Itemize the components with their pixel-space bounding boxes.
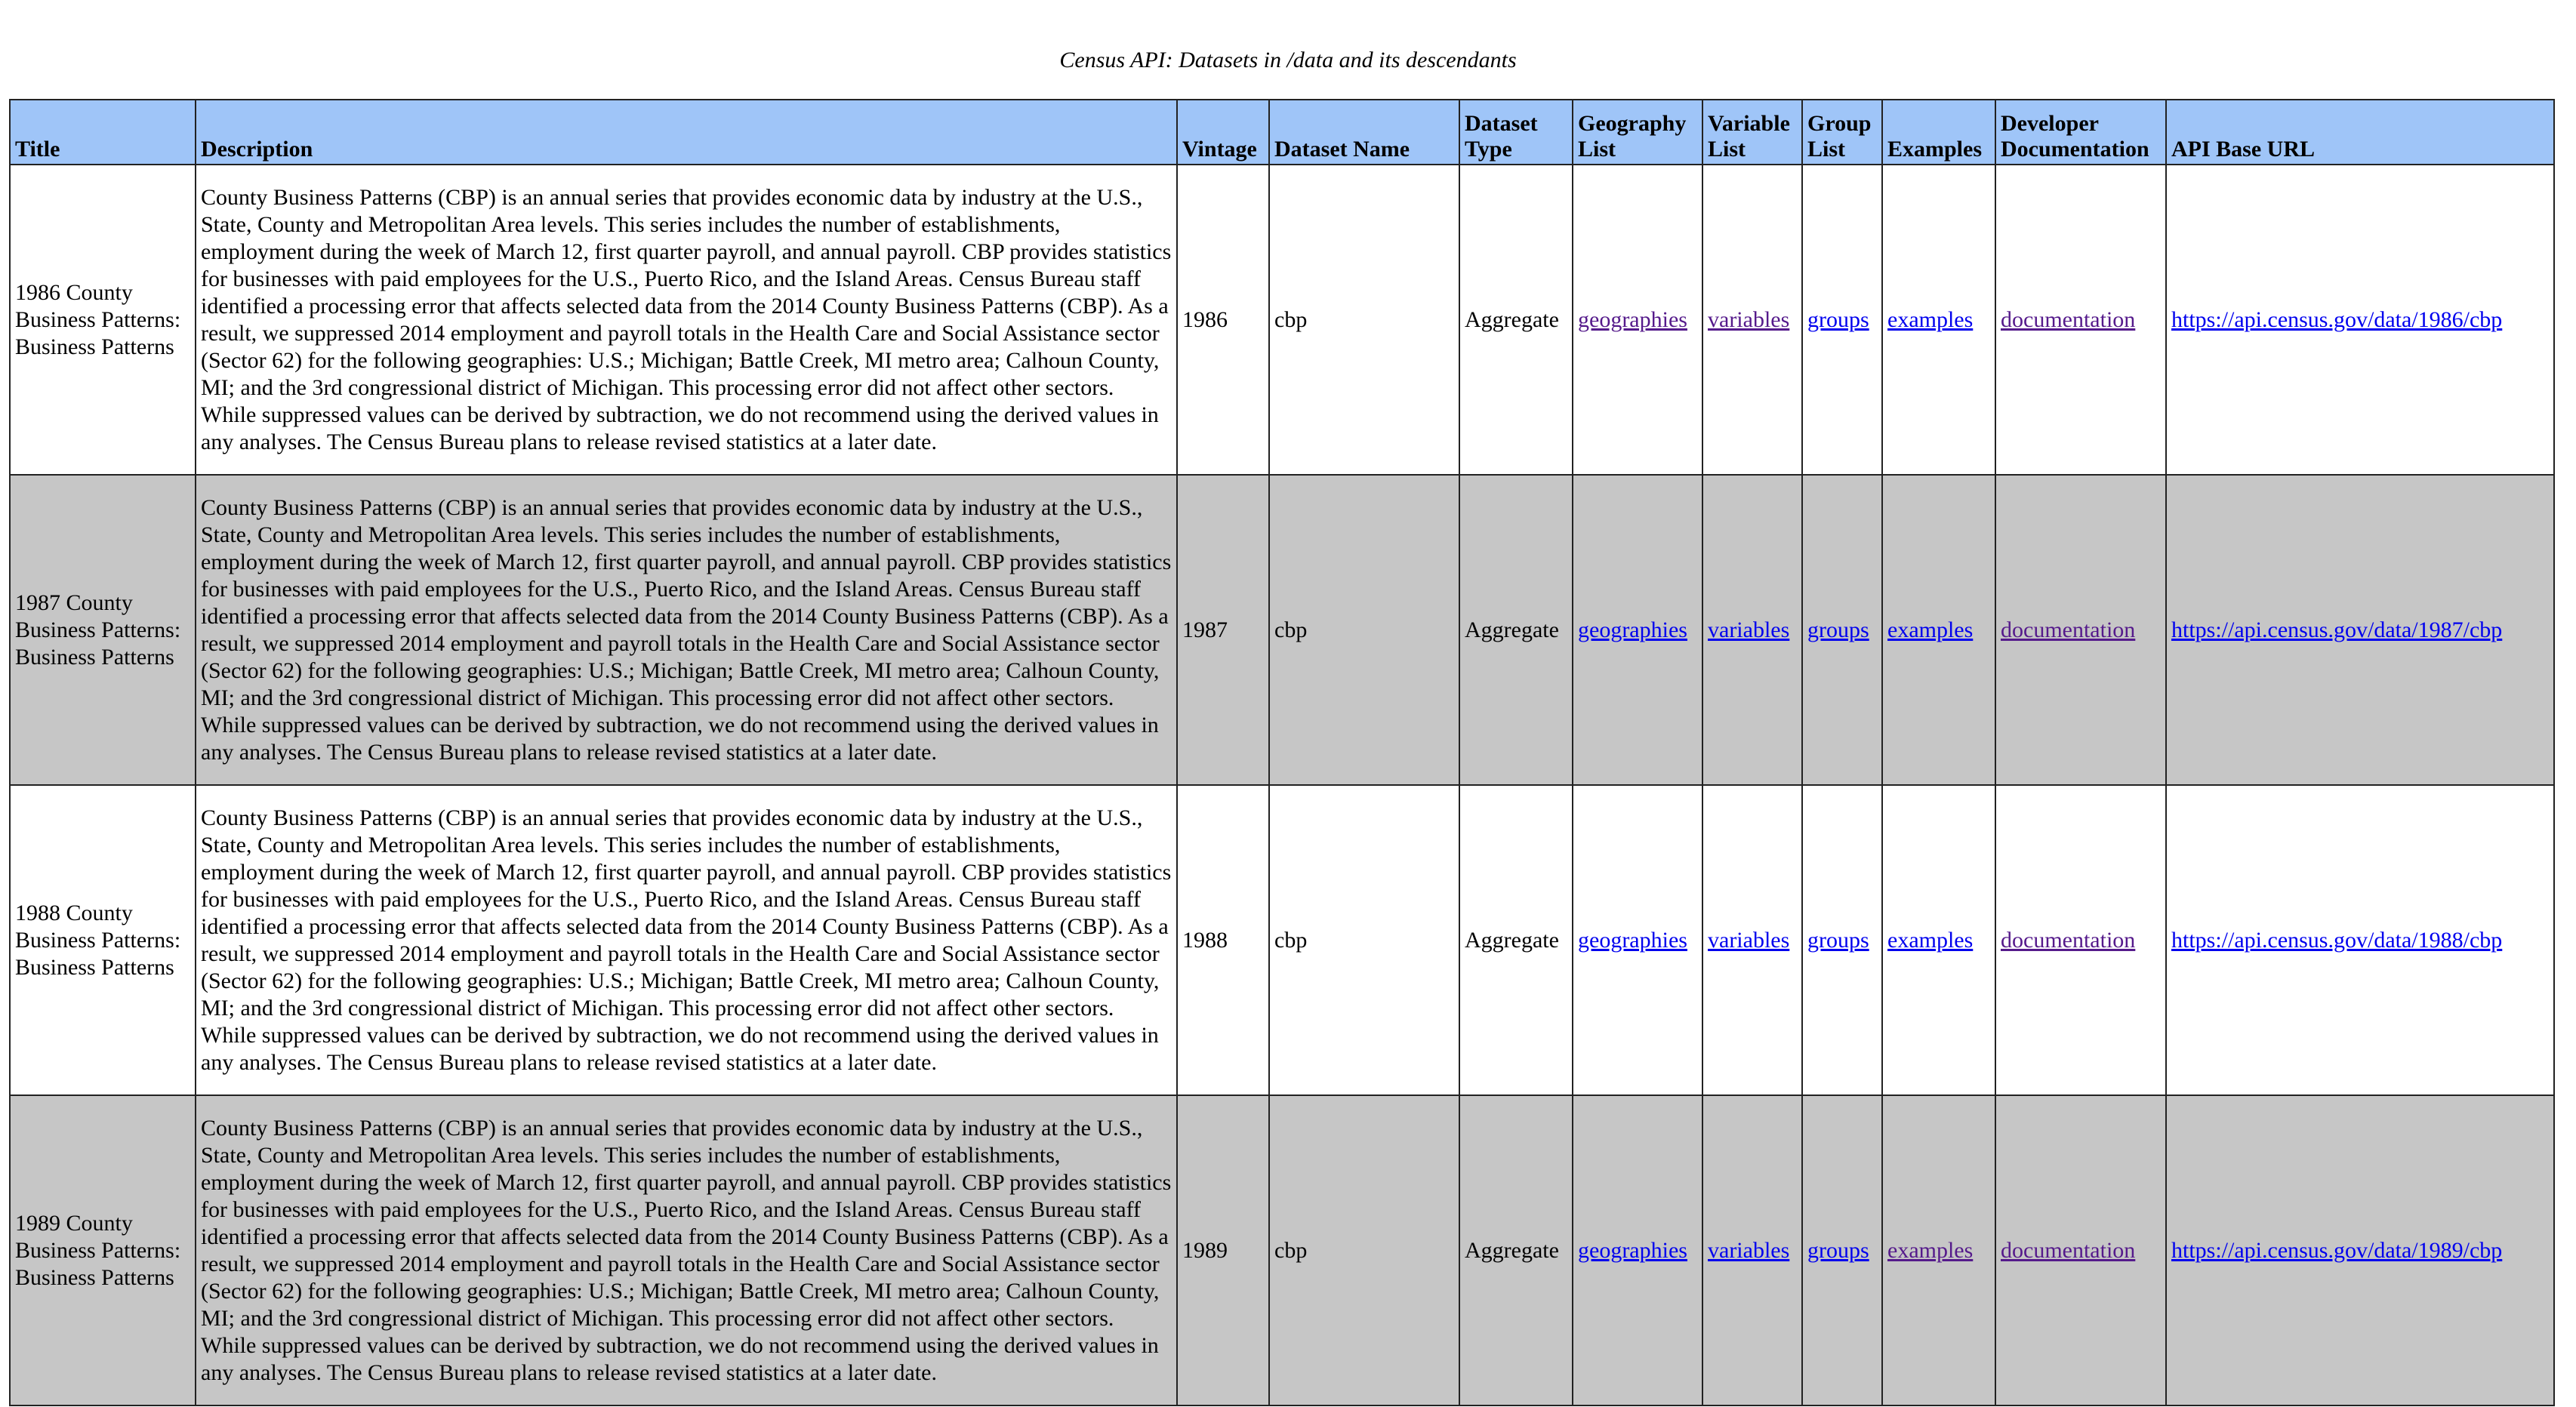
header-description: Description [196, 100, 1177, 165]
variables-link[interactable]: variables [1708, 306, 1790, 332]
row-geography-cell [1573, 785, 1702, 1095]
row-dataset-name: cbp [1269, 475, 1459, 785]
api-base-url-link[interactable]: https://api.census.gov/data/1987/cbp [2171, 617, 2503, 642]
header-geography-list: Geography List [1573, 100, 1702, 165]
geographies-link[interactable]: geographies [1578, 1237, 1687, 1263]
api-base-url-link[interactable]: https://api.census.gov/data/1989/cbp [2171, 1237, 2503, 1263]
documentation-link[interactable]: documentation [2001, 306, 2136, 332]
row-groups-cell [1802, 785, 1882, 1095]
api-base-url-link[interactable]: https://api.census.gov/data/1988/cbp [2171, 927, 2503, 953]
groups-link[interactable]: groups [1807, 927, 1869, 953]
row-dataset-name: cbp [1269, 785, 1459, 1095]
variables-link[interactable]: variables [1708, 1237, 1790, 1263]
variables-link[interactable]: variables [1708, 617, 1790, 642]
row-variables-cell [1702, 785, 1802, 1095]
row-examples-cell [1882, 165, 1995, 475]
api-base-url-link[interactable]: https://api.census.gov/data/1986/cbp [2171, 306, 2503, 332]
row-api-url-cell [2166, 165, 2554, 475]
row-documentation-cell [1995, 785, 2166, 1095]
row-description: County Business Patterns (CBP) is an annual series that provides economic data by industry at the U.S., State, County and Metropolitan Area levels. This series includes the number of establishments, employment during the week of March 12, first quarter payroll, and annual payroll. CBP provides statistics for businesses with paid employees for the U.S., Puerto Rico, and the Island Areas. Census Bureau staff identified a processing error that affects selected data from the 2014 County Business Patterns (CBP). As a result, we suppressed 2014 employment and payroll totals in the Health Care and Social Assistance sector (Sector 62) for the following geographies: U.S.; Michigan; Battle Creek, MI metro area; Calhoun County, MI; and the 3rd congressional district of Michigan. This processing error did not affect other sectors. While suppressed values can be derived by subtraction, we do not recommend using the derived values in any analyses. The Census Bureau plans to release revised statistics at a later date. [196, 475, 1177, 785]
row-dataset-type: Aggregate [1459, 1095, 1573, 1405]
header-dataset-type: Dataset Type [1459, 100, 1573, 165]
row-api-url-cell [2166, 785, 2554, 1095]
row-description: County Business Patterns (CBP) is an annual series that provides economic data by industry at the U.S., State, County and Metropolitan Area levels. This series includes the number of establishments, employment during the week of March 12, first quarter payroll, and annual payroll. CBP provides statistics for businesses with paid employees for the U.S., Puerto Rico, and the Island Areas. Census Bureau staff identified a processing error that affects selected data from the 2014 County Business Patterns (CBP). As a result, we suppressed 2014 employment and payroll totals in the Health Care and Social Assistance sector (Sector 62) for the following geographies: U.S.; Michigan; Battle Creek, MI metro area; Calhoun County, MI; and the 3rd congressional district of Michigan. This processing error did not affect other sectors. While suppressed values can be derived by subtraction, we do not recommend using the derived values in any analyses. The Census Bureau plans to release revised statistics at a later date. [196, 165, 1177, 475]
row-description: County Business Patterns (CBP) is an annual series that provides economic data by industry at the U.S., State, County and Metropolitan Area levels. This series includes the number of establishments, employment during the week of March 12, first quarter payroll, and annual payroll. CBP provides statistics for businesses with paid employees for the U.S., Puerto Rico, and the Island Areas. Census Bureau staff identified a processing error that affects selected data from the 2014 County Business Patterns (CBP). As a result, we suppressed 2014 employment and payroll totals in the Health Care and Social Assistance sector (Sector 62) for the following geographies: U.S.; Michigan; Battle Creek, MI metro area; Calhoun County, MI; and the 3rd congressional district of Michigan. This processing error did not affect other sectors. While suppressed values can be derived by subtraction, we do not recommend using the derived values in any analyses. The Census Bureau plans to release revised statistics at a later date. [196, 1095, 1177, 1405]
row-groups-cell [1802, 1095, 1882, 1405]
row-vintage: 1989 [1177, 1095, 1269, 1405]
row-documentation-cell [1995, 475, 2166, 785]
row-variables-cell [1702, 1095, 1802, 1405]
header-group-list: Group List [1802, 100, 1882, 165]
row-title: 1986 County Business Patterns: Business Patterns [10, 165, 196, 475]
row-examples-cell [1882, 785, 1995, 1095]
table-row [10, 475, 2554, 785]
examples-link[interactable]: examples [1887, 927, 1974, 953]
examples-link[interactable]: examples [1887, 1237, 1974, 1263]
row-geography-cell [1573, 475, 1702, 785]
table-row [10, 165, 2554, 475]
row-dataset-name: cbp [1269, 1095, 1459, 1405]
table-row [10, 1095, 2554, 1405]
header-examples: Examples [1882, 100, 1995, 165]
header-dataset-name: Dataset Name [1269, 100, 1459, 165]
row-vintage: 1986 [1177, 165, 1269, 475]
row-documentation-cell [1995, 165, 2166, 475]
row-title: 1989 County Business Patterns: Business Patterns [10, 1095, 196, 1405]
header-title: Title [10, 100, 196, 165]
row-vintage: 1987 [1177, 475, 1269, 785]
groups-link[interactable]: groups [1807, 1237, 1869, 1263]
variables-link[interactable]: variables [1708, 927, 1790, 953]
row-dataset-type: Aggregate [1459, 165, 1573, 475]
examples-link[interactable]: examples [1887, 617, 1974, 642]
row-api-url-cell [2166, 1095, 2554, 1405]
header-variable-list: Variable List [1702, 100, 1802, 165]
row-variables-cell [1702, 165, 1802, 475]
row-dataset-type: Aggregate [1459, 475, 1573, 785]
row-title: 1987 County Business Patterns: Business Patterns [10, 475, 196, 785]
row-description: County Business Patterns (CBP) is an annual series that provides economic data by industry at the U.S., State, County and Metropolitan Area levels. This series includes the number of establishments, employment during the week of March 12, first quarter payroll, and annual payroll. CBP provides statistics for businesses with paid employees for the U.S., Puerto Rico, and the Island Areas. Census Bureau staff identified a processing error that affects selected data from the 2014 County Business Patterns (CBP). As a result, we suppressed 2014 employment and payroll totals in the Health Care and Social Assistance sector (Sector 62) for the following geographies: U.S.; Michigan; Battle Creek, MI metro area; Calhoun County, MI; and the 3rd congressional district of Michigan. This processing error did not affect other sectors. While suppressed values can be derived by subtraction, we do not recommend using the derived values in any analyses. The Census Bureau plans to release revised statistics at a later date. [196, 785, 1177, 1095]
row-vintage: 1988 [1177, 785, 1269, 1095]
row-variables-cell [1702, 475, 1802, 785]
table-row [10, 785, 2554, 1095]
geographies-link[interactable]: geographies [1578, 927, 1687, 953]
row-groups-cell [1802, 165, 1882, 475]
row-examples-cell [1882, 475, 1995, 785]
row-dataset-type: Aggregate [1459, 785, 1573, 1095]
page-caption: Census API: Datasets in /data and its descendants [1059, 48, 1517, 72]
examples-link[interactable]: examples [1887, 306, 1974, 332]
header-vintage: Vintage [1177, 100, 1269, 165]
row-title: 1988 County Business Patterns: Business Patterns [10, 785, 196, 1095]
row-geography-cell [1573, 165, 1702, 475]
header-developer-documentation: Developer Documentation [1995, 100, 2166, 165]
geographies-link[interactable]: geographies [1578, 617, 1687, 642]
row-geography-cell [1573, 1095, 1702, 1405]
datasets-table [9, 99, 2555, 1406]
groups-link[interactable]: groups [1807, 306, 1869, 332]
row-groups-cell [1802, 475, 1882, 785]
row-examples-cell [1882, 1095, 1995, 1405]
documentation-link[interactable]: documentation [2001, 1237, 2136, 1263]
row-dataset-name: cbp [1269, 165, 1459, 475]
documentation-link[interactable]: documentation [2001, 617, 2136, 642]
table-header-row [10, 100, 2554, 165]
row-api-url-cell [2166, 475, 2554, 785]
documentation-link[interactable]: documentation [2001, 927, 2136, 953]
header-api-base-url: API Base URL [2166, 100, 2554, 165]
row-documentation-cell [1995, 1095, 2166, 1405]
geographies-link[interactable]: geographies [1578, 306, 1687, 332]
groups-link[interactable]: groups [1807, 617, 1869, 642]
